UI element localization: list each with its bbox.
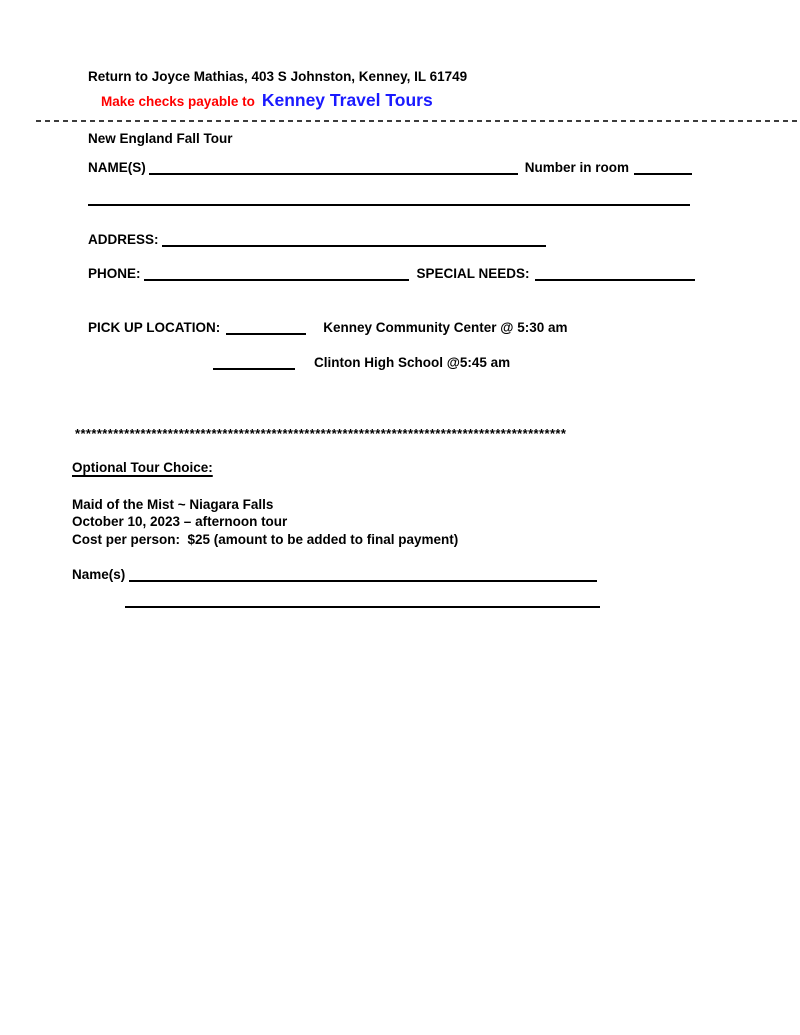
address-label: ADDRESS:: [88, 232, 159, 247]
address-row: [88, 231, 546, 248]
payee-name: Kenney Travel Tours: [261, 90, 433, 110]
phone-label: PHONE:: [88, 266, 141, 281]
optional-tour-name: Maid of the Mist ~ Niagara Falls: [72, 497, 274, 512]
optional-names-label: Name(s): [72, 567, 126, 582]
optional-names-blank-line-1: [129, 570, 597, 582]
number-in-room-label: Number in room: [524, 160, 630, 175]
pickup-blank-line-1: [226, 323, 306, 335]
names-blank-line-2: [88, 192, 690, 206]
form-title: New England Fall Tour: [88, 131, 233, 146]
special-needs-label: SPECIAL NEEDS:: [416, 266, 530, 281]
dashed-divider: [36, 120, 798, 122]
names-label: NAME(S): [88, 160, 146, 175]
pickup-option-1-text: Kenney Community Center @ 5:30 am: [323, 320, 568, 335]
names-blank-line: [149, 163, 518, 175]
phone-row: [88, 265, 695, 282]
names-row: [88, 159, 692, 176]
pickup-row-1: [88, 319, 568, 336]
make-checks-payable-label: Make checks payable to: [101, 94, 255, 109]
return-address-line: Return to Joyce Mathias, 403 S Johnston, Kenney, IL 61749: [88, 69, 468, 84]
special-needs-blank-line: [535, 269, 695, 281]
optional-tour-heading-row: [72, 459, 213, 476]
pickup-blank-line-2: [213, 358, 295, 370]
pickup-option-2-text: Clinton High School @5:45 am: [314, 355, 511, 370]
pickup-row-2: [213, 354, 510, 371]
optional-names-row: [72, 566, 597, 583]
asterisk-divider: ******************************************************************************************: [75, 426, 567, 441]
optional-tour-cost: Cost per person: $25 (amount to be added to final payment): [72, 532, 459, 547]
phone-blank-line: [144, 269, 409, 281]
optional-tour-date: October 10, 2023 – afternoon tour: [72, 514, 288, 529]
number-in-room-blank-line: [634, 163, 692, 175]
optional-tour-heading: Optional Tour Choice:: [72, 460, 213, 475]
optional-names-blank-line-2: [125, 594, 600, 608]
checks-payable-row: [101, 90, 433, 112]
address-blank-line: [162, 235, 546, 247]
pickup-location-label: PICK UP LOCATION:: [88, 320, 221, 335]
